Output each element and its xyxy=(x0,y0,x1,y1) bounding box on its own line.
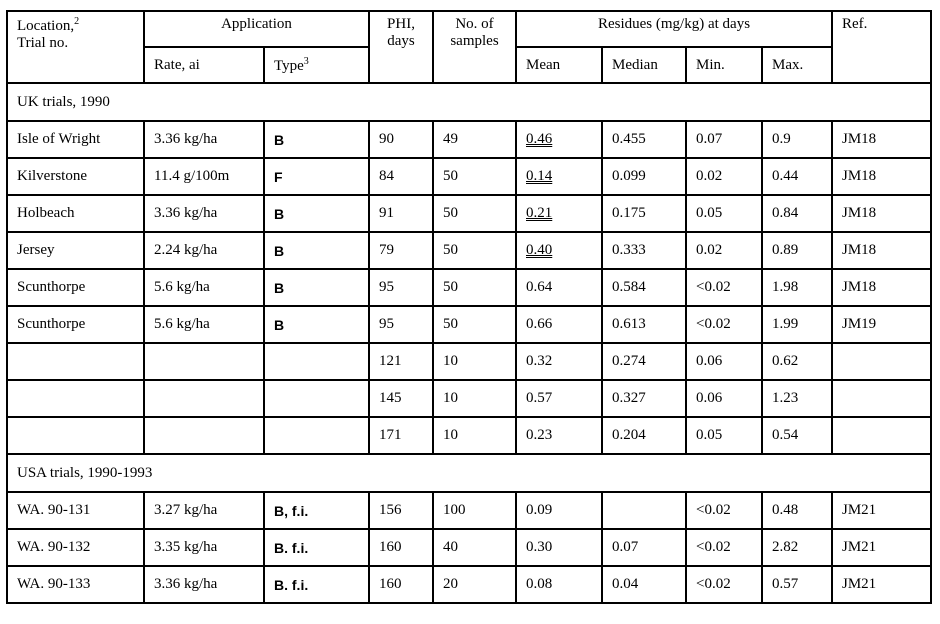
cell-median xyxy=(602,269,686,306)
cell-min-value: <0.02 xyxy=(696,279,731,295)
cell-rate xyxy=(144,529,264,566)
cell-type-value: B. f.i. xyxy=(274,539,309,556)
cell-samples xyxy=(433,566,516,603)
cell-max xyxy=(762,417,832,454)
cell-phi-value: 171 xyxy=(379,427,402,443)
cell-median-value: 0.07 xyxy=(612,539,639,555)
cell-type-value: F xyxy=(274,168,283,185)
cell-rate xyxy=(144,417,264,454)
header-type-footnote: 3 xyxy=(303,55,309,67)
cell-min xyxy=(686,306,762,343)
cell-phi xyxy=(369,566,433,603)
cell-ref-value: JM18 xyxy=(842,131,877,147)
cell-mean xyxy=(516,306,602,343)
cell-min xyxy=(686,380,762,417)
table-row xyxy=(7,158,931,195)
cell-phi-value: 84 xyxy=(379,168,394,184)
cell-rate xyxy=(144,306,264,343)
cell-rate-value: 3.35 kg/ha xyxy=(154,539,218,555)
cell-min-value: <0.02 xyxy=(696,502,731,518)
cell-mean-value: 0.66 xyxy=(526,316,553,332)
table-row xyxy=(7,195,931,232)
cell-phi xyxy=(369,232,433,269)
cell-rate xyxy=(144,566,264,603)
cell-mean xyxy=(516,121,602,158)
cell-max xyxy=(762,566,832,603)
cell-ref xyxy=(832,492,931,529)
table-row xyxy=(7,232,931,269)
cell-median-value: 0.099 xyxy=(612,168,646,184)
cell-rate-value: 3.36 kg/ha xyxy=(154,131,218,147)
cell-phi xyxy=(369,529,433,566)
table-header xyxy=(7,11,931,83)
table-row xyxy=(7,492,931,529)
table-row xyxy=(7,380,931,417)
cell-median xyxy=(602,121,686,158)
cell-samples-value: 50 xyxy=(443,279,458,295)
cell-rate xyxy=(144,269,264,306)
cell-phi xyxy=(369,417,433,454)
cell-median-value: 0.274 xyxy=(612,353,646,369)
cell-mean xyxy=(516,566,602,603)
cell-samples-value: 50 xyxy=(443,316,458,332)
header-type-label: Type xyxy=(274,57,304,74)
cell-max-value: 0.57 xyxy=(772,576,799,592)
cell-rate-value: 3.27 kg/ha xyxy=(154,502,218,518)
cell-mean xyxy=(516,343,602,380)
cell-phi-value: 160 xyxy=(379,539,402,555)
cell-median-value: 0.455 xyxy=(612,131,646,147)
cell-median-value: 0.584 xyxy=(612,279,646,295)
cell-min xyxy=(686,529,762,566)
cell-mean-value: 0.57 xyxy=(526,390,553,406)
cell-max-value: 0.54 xyxy=(772,427,799,443)
cell-ref-value: JM18 xyxy=(842,279,877,295)
cell-rate xyxy=(144,343,264,380)
cell-median xyxy=(602,343,686,380)
cell-max-value: 0.84 xyxy=(772,205,799,221)
cell-median-value: 0.613 xyxy=(612,316,646,332)
cell-mean-value: 0.14 xyxy=(526,168,553,184)
cell-rate xyxy=(144,158,264,195)
cell-median-value: 0.04 xyxy=(612,576,639,592)
cell-ref xyxy=(832,195,931,232)
cell-min-value: 0.02 xyxy=(696,168,723,184)
cell-min-value: 0.06 xyxy=(696,353,723,369)
cell-min xyxy=(686,566,762,603)
cell-type xyxy=(264,492,369,529)
cell-samples-value: 50 xyxy=(443,168,458,184)
cell-rate-value: 11.4 g/100m xyxy=(154,168,230,184)
cell-type xyxy=(264,566,369,603)
cell-mean xyxy=(516,269,602,306)
cell-type xyxy=(264,529,369,566)
cell-max-value: 1.98 xyxy=(772,279,799,295)
cell-ref xyxy=(832,121,931,158)
cell-samples-value: 10 xyxy=(443,427,458,443)
cell-rate xyxy=(144,380,264,417)
cell-ref-value: JM21 xyxy=(842,539,877,555)
cell-location xyxy=(7,158,144,195)
cell-phi xyxy=(369,269,433,306)
header-trial-no-label: Trial no. xyxy=(17,35,69,51)
cell-samples xyxy=(433,158,516,195)
cell-location-value: WA. 90-132 xyxy=(17,539,91,555)
cell-rate-value: 3.36 kg/ha xyxy=(154,205,218,221)
cell-samples-value: 50 xyxy=(443,205,458,221)
cell-ref xyxy=(832,417,931,454)
cell-samples xyxy=(433,417,516,454)
cell-samples xyxy=(433,306,516,343)
cell-ref xyxy=(832,306,931,343)
cell-mean xyxy=(516,417,602,454)
cell-phi xyxy=(369,158,433,195)
cell-location xyxy=(7,529,144,566)
cell-phi xyxy=(369,306,433,343)
cell-phi-value: 90 xyxy=(379,131,394,147)
cell-phi xyxy=(369,380,433,417)
cell-mean xyxy=(516,492,602,529)
cell-type-value: B xyxy=(274,242,285,259)
cell-min-value: <0.02 xyxy=(696,316,731,332)
cell-phi xyxy=(369,195,433,232)
header-median: Median xyxy=(602,47,686,83)
cell-phi xyxy=(369,121,433,158)
cell-max xyxy=(762,269,832,306)
cell-median-value: 0.333 xyxy=(612,242,646,258)
header-application: Application xyxy=(144,11,369,47)
cell-min-value: <0.02 xyxy=(696,539,731,555)
cell-rate-value: 5.6 kg/ha xyxy=(154,316,210,332)
header-phi-unit: days xyxy=(387,33,415,49)
cell-location-value: WA. 90-131 xyxy=(17,502,91,518)
cell-mean xyxy=(516,232,602,269)
cell-ref-value: JM21 xyxy=(842,502,877,518)
cell-type xyxy=(264,306,369,343)
cell-mean-value: 0.64 xyxy=(526,279,553,295)
cell-type-value: B xyxy=(274,205,285,222)
cell-type-value: B xyxy=(274,316,285,333)
cell-median xyxy=(602,195,686,232)
cell-mean-value: 0.21 xyxy=(526,205,553,221)
cell-rate-value: 2.24 kg/ha xyxy=(154,242,218,258)
cell-type xyxy=(264,269,369,306)
cell-samples-value: 10 xyxy=(443,390,458,406)
cell-max xyxy=(762,306,832,343)
cell-type-value: B xyxy=(274,279,285,296)
cell-samples-value: 100 xyxy=(443,502,466,518)
cell-max-value: 0.62 xyxy=(772,353,799,369)
cell-rate xyxy=(144,121,264,158)
cell-samples-value: 49 xyxy=(443,131,458,147)
table-body xyxy=(7,83,931,603)
cell-location-value: WA. 90-133 xyxy=(17,576,91,592)
cell-mean-value: 0.40 xyxy=(526,242,553,258)
cell-median-value: 0.204 xyxy=(612,427,646,443)
cell-mean-value: 0.09 xyxy=(526,502,553,518)
header-phi-label: PHI, xyxy=(387,16,415,32)
cell-median xyxy=(602,306,686,343)
cell-type xyxy=(264,343,369,380)
header-ref: Ref. xyxy=(832,11,931,83)
header-location xyxy=(7,11,144,83)
cell-median xyxy=(602,232,686,269)
header-residues: Residues (mg/kg) at days xyxy=(516,11,832,47)
cell-location xyxy=(7,492,144,529)
cell-phi xyxy=(369,492,433,529)
cell-samples xyxy=(433,343,516,380)
section-header-row xyxy=(7,83,931,121)
cell-mean-value: 0.23 xyxy=(526,427,553,443)
cell-min-value: 0.02 xyxy=(696,242,723,258)
cell-max xyxy=(762,232,832,269)
cell-samples xyxy=(433,529,516,566)
cell-max xyxy=(762,158,832,195)
table-row xyxy=(7,343,931,380)
table-row xyxy=(7,306,931,343)
cell-min xyxy=(686,417,762,454)
header-samples xyxy=(433,11,516,83)
cell-type-value: B, f.i. xyxy=(274,502,309,519)
cell-rate xyxy=(144,232,264,269)
cell-ref xyxy=(832,232,931,269)
cell-type xyxy=(264,380,369,417)
cell-mean xyxy=(516,529,602,566)
cell-samples xyxy=(433,195,516,232)
cell-min-value: 0.06 xyxy=(696,390,723,406)
cell-phi-value: 91 xyxy=(379,205,394,221)
cell-ref-value: JM19 xyxy=(842,316,877,332)
cell-min-value: 0.07 xyxy=(696,131,723,147)
cell-ref-value: JM21 xyxy=(842,576,877,592)
cell-mean xyxy=(516,380,602,417)
cell-ref-value: JM18 xyxy=(842,205,877,221)
cell-rate xyxy=(144,195,264,232)
cell-samples xyxy=(433,232,516,269)
cell-location-value: Scunthorpe xyxy=(17,316,86,332)
cell-max xyxy=(762,195,832,232)
cell-min-value: 0.05 xyxy=(696,427,723,443)
cell-type xyxy=(264,417,369,454)
cell-location xyxy=(7,380,144,417)
cell-samples-value: 40 xyxy=(443,539,458,555)
cell-type xyxy=(264,158,369,195)
cell-mean-value: 0.30 xyxy=(526,539,553,555)
cell-location xyxy=(7,343,144,380)
cell-max-value: 2.82 xyxy=(772,539,799,555)
cell-ref xyxy=(832,269,931,306)
cell-min xyxy=(686,232,762,269)
cell-location-value: Scunthorpe xyxy=(17,279,86,295)
cell-phi xyxy=(369,343,433,380)
cell-phi-value: 145 xyxy=(379,390,402,406)
cell-samples xyxy=(433,121,516,158)
cell-samples xyxy=(433,492,516,529)
cell-max-value: 0.9 xyxy=(772,131,791,147)
header-mean: Mean xyxy=(516,47,602,83)
cell-max-value: 0.48 xyxy=(772,502,799,518)
cell-ref xyxy=(832,343,931,380)
cell-samples xyxy=(433,269,516,306)
cell-mean-value: 0.46 xyxy=(526,131,553,147)
cell-type xyxy=(264,232,369,269)
header-min: Min. xyxy=(686,47,762,83)
cell-location xyxy=(7,306,144,343)
cell-median xyxy=(602,529,686,566)
residue-table xyxy=(6,10,932,604)
cell-rate-value: 5.6 kg/ha xyxy=(154,279,210,295)
cell-median-value: 0.327 xyxy=(612,390,646,406)
cell-rate xyxy=(144,492,264,529)
cell-median xyxy=(602,566,686,603)
cell-location-value: Isle of Wright xyxy=(17,131,101,147)
cell-ref-value: JM18 xyxy=(842,168,877,184)
cell-samples xyxy=(433,380,516,417)
cell-max-value: 1.99 xyxy=(772,316,799,332)
cell-max xyxy=(762,380,832,417)
cell-phi-value: 121 xyxy=(379,353,402,369)
cell-location-value: Jersey xyxy=(17,242,55,258)
cell-location-value: Kilverstone xyxy=(17,168,87,184)
cell-location xyxy=(7,417,144,454)
header-max: Max. xyxy=(762,47,832,83)
cell-rate-value: 3.36 kg/ha xyxy=(154,576,218,592)
cell-ref xyxy=(832,529,931,566)
cell-phi-value: 95 xyxy=(379,279,394,295)
cell-location xyxy=(7,269,144,306)
section-header-row xyxy=(7,454,931,492)
header-rate: Rate, ai xyxy=(144,47,264,83)
table-row xyxy=(7,269,931,306)
cell-max xyxy=(762,121,832,158)
cell-min xyxy=(686,195,762,232)
cell-median xyxy=(602,417,686,454)
cell-location-value: Holbeach xyxy=(17,205,75,221)
table-row xyxy=(7,417,931,454)
cell-median xyxy=(602,492,686,529)
table-row xyxy=(7,121,931,158)
header-location-footnote: 2 xyxy=(74,16,80,27)
section-title: USA trials, 1990-1993 xyxy=(7,454,931,492)
header-type xyxy=(264,47,369,83)
cell-location xyxy=(7,566,144,603)
cell-max-value: 0.44 xyxy=(772,168,799,184)
cell-samples-value: 20 xyxy=(443,576,458,592)
cell-median xyxy=(602,380,686,417)
cell-max-value: 1.23 xyxy=(772,390,799,406)
cell-type-value: B xyxy=(274,131,285,148)
cell-type-value: B. f.i. xyxy=(274,576,309,593)
cell-max xyxy=(762,529,832,566)
section-title: UK trials, 1990 xyxy=(7,83,931,121)
cell-location xyxy=(7,195,144,232)
table-row xyxy=(7,529,931,566)
cell-min xyxy=(686,492,762,529)
cell-ref xyxy=(832,380,931,417)
cell-phi-value: 160 xyxy=(379,576,402,592)
cell-samples-value: 10 xyxy=(443,353,458,369)
table-row xyxy=(7,566,931,603)
cell-min-value: 0.05 xyxy=(696,205,723,221)
cell-max-value: 0.89 xyxy=(772,242,799,258)
cell-min xyxy=(686,269,762,306)
cell-min xyxy=(686,343,762,380)
cell-min xyxy=(686,121,762,158)
cell-samples-value: 50 xyxy=(443,242,458,258)
header-location-label: Location, xyxy=(17,18,75,34)
cell-ref-value: JM18 xyxy=(842,242,877,258)
cell-ref xyxy=(832,158,931,195)
cell-type xyxy=(264,195,369,232)
cell-mean-value: 0.08 xyxy=(526,576,553,592)
header-no-of-label: No. of xyxy=(455,16,494,32)
cell-phi-value: 95 xyxy=(379,316,394,332)
cell-mean xyxy=(516,195,602,232)
cell-phi-value: 79 xyxy=(379,242,394,258)
cell-mean-value: 0.32 xyxy=(526,353,553,369)
header-samples-label: samples xyxy=(450,33,499,49)
cell-location xyxy=(7,232,144,269)
cell-location xyxy=(7,121,144,158)
cell-ref xyxy=(832,566,931,603)
cell-max xyxy=(762,343,832,380)
cell-median xyxy=(602,158,686,195)
cell-median-value: 0.175 xyxy=(612,205,646,221)
header-phi xyxy=(369,11,433,83)
cell-min xyxy=(686,158,762,195)
cell-min-value: <0.02 xyxy=(696,576,731,592)
cell-max xyxy=(762,492,832,529)
cell-mean xyxy=(516,158,602,195)
cell-type xyxy=(264,121,369,158)
cell-phi-value: 156 xyxy=(379,502,402,518)
residue-table-container xyxy=(6,10,932,604)
